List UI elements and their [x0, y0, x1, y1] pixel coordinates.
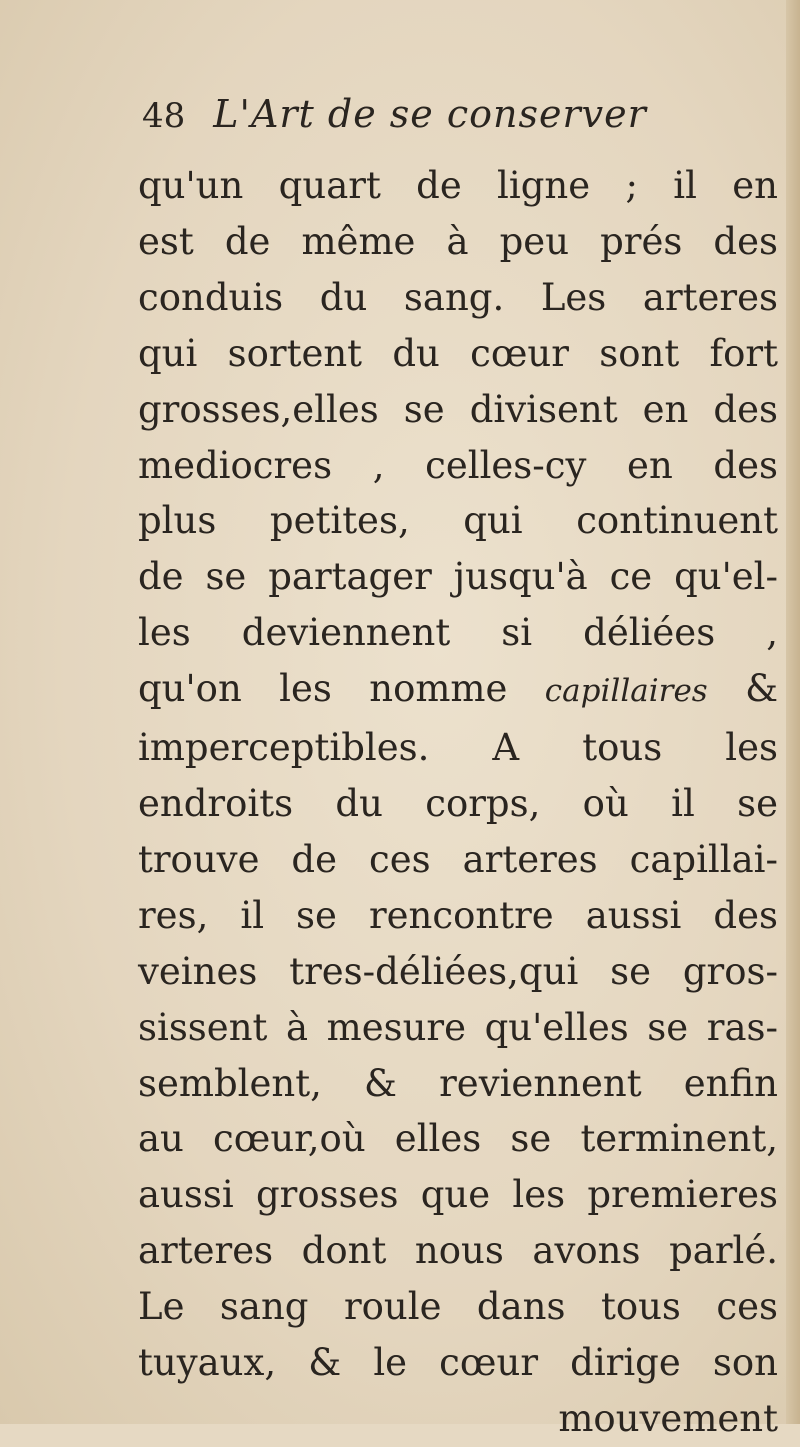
- text-line: trouve de ces arteres capillai-: [138, 837, 778, 881]
- text-line: veines tres-déliées,qui se gros-: [138, 949, 778, 993]
- text-line: aussi grosses que les premieres: [138, 1173, 778, 1217]
- italic-term: capillaires: [544, 673, 708, 710]
- text-line: tuyaux, & le cœur dirige son: [138, 1341, 778, 1385]
- text-line: sissent à mesure qu'elles se ras-: [138, 1005, 778, 1049]
- text-line: grosses,elles se divisent en des: [138, 387, 778, 431]
- text-line: arteres dont nous avons parlé.: [138, 1229, 778, 1273]
- text-line: qu'un quart de ligne ; il en: [138, 164, 778, 207]
- text-line: les deviennent si déliées ,: [138, 611, 778, 655]
- text-line: au cœur,où elles se terminent,: [138, 1117, 778, 1161]
- page-header: [142, 92, 647, 136]
- text-line: qui sortent du cœur sont fort: [138, 331, 778, 375]
- text-line: plus petites, qui continuent: [138, 499, 778, 543]
- text-line-end: &: [707, 667, 779, 711]
- page-number: 48: [142, 96, 186, 136]
- running-title: L'Art de se conserver: [213, 92, 647, 136]
- text-line: semblent, & reviennent enfin: [138, 1061, 778, 1105]
- catchword: mouvement: [558, 1396, 778, 1440]
- text-line: imperceptibles. A tous les: [138, 726, 778, 770]
- body-text: [138, 158, 778, 1447]
- text-line: endroits du corps, où il se: [138, 781, 778, 825]
- text-line: Le sang roule dans tous ces: [138, 1285, 778, 1329]
- text-line: de se partager jusqu'à ce qu'el-: [138, 555, 778, 599]
- page-edge: [786, 0, 800, 1424]
- text-line: mediocres , celles-cy en des: [138, 443, 778, 487]
- text-line: conduis du sang. Les arteres: [138, 275, 778, 319]
- text-line: est de même à peu prés des: [138, 219, 778, 263]
- text-line-with-italic: [138, 661, 778, 720]
- text-line: res, il se rencontre aussi des: [138, 893, 778, 937]
- text-line-start: qu'on les nomme: [138, 667, 508, 711]
